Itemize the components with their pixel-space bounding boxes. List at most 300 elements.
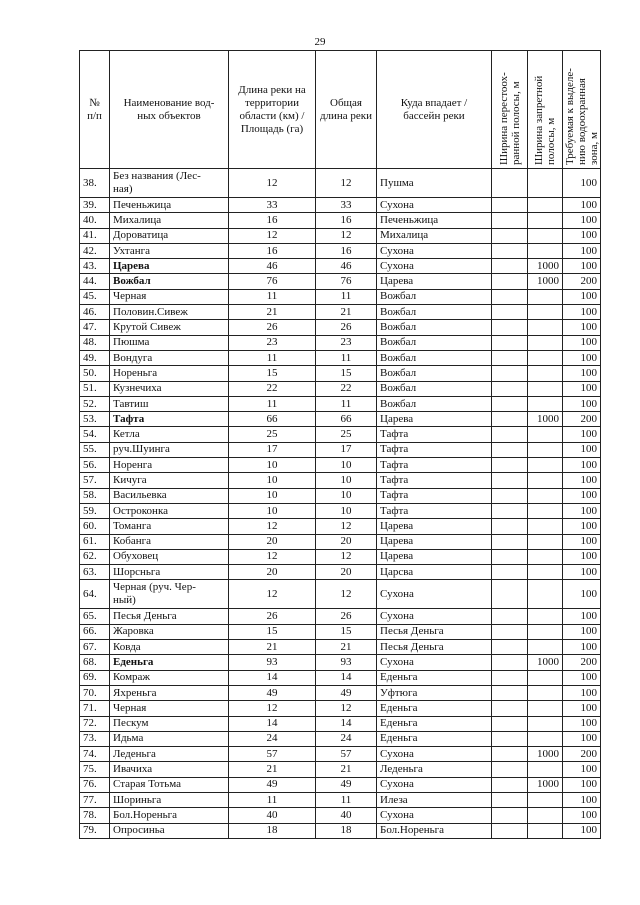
length-region: 12: [229, 228, 316, 243]
water-body-name: Пескум: [110, 716, 229, 731]
row-number: 71.: [80, 701, 110, 716]
buffer-strip-width: [492, 549, 528, 564]
protection-zone-width: 100: [563, 792, 601, 807]
length-total: 93: [316, 655, 377, 670]
table-row: [80, 624, 601, 639]
row-number: 44.: [80, 274, 110, 289]
restricted-strip-width: [528, 289, 563, 304]
protection-zone-width: 100: [563, 580, 601, 609]
length-region: 23: [229, 335, 316, 350]
flows-into: Еденьга: [377, 731, 492, 746]
protection-zone-width: 100: [563, 701, 601, 716]
buffer-strip-width: [492, 381, 528, 396]
restricted-strip-width: [528, 549, 563, 564]
restricted-strip-width: [528, 624, 563, 639]
length-total: 76: [316, 274, 377, 289]
buffer-strip-width: [492, 243, 528, 258]
row-number: 54.: [80, 427, 110, 442]
table-row: [80, 442, 601, 457]
water-body-name: Черная: [110, 701, 229, 716]
flows-into: Еденьга: [377, 701, 492, 716]
water-body-name: Тавтиш: [110, 396, 229, 411]
water-body-name: Жаровка: [110, 624, 229, 639]
water-body-name: Ковда: [110, 640, 229, 655]
row-number: 42.: [80, 243, 110, 258]
buffer-strip-width: [492, 213, 528, 228]
buffer-strip-width: [492, 685, 528, 700]
restricted-strip-width: [528, 228, 563, 243]
water-body-name: Норенга: [110, 458, 229, 473]
restricted-strip-width: [528, 685, 563, 700]
flows-into: Сухона: [377, 243, 492, 258]
table-row: [80, 366, 601, 381]
table-row: [80, 458, 601, 473]
length-region: 10: [229, 503, 316, 518]
flows-into: Сухона: [377, 777, 492, 792]
row-number: 66.: [80, 624, 110, 639]
protection-zone-width: 100: [563, 549, 601, 564]
length-total: 21: [316, 305, 377, 320]
water-body-name: Кичуга: [110, 473, 229, 488]
restricted-strip-width: [528, 213, 563, 228]
length-total: 46: [316, 259, 377, 274]
length-total: 21: [316, 640, 377, 655]
row-number: 63.: [80, 565, 110, 580]
row-number: 70.: [80, 685, 110, 700]
table-row: [80, 792, 601, 807]
length-region: 57: [229, 747, 316, 762]
protection-zone-width: 100: [563, 503, 601, 518]
restricted-strip-width: [528, 350, 563, 365]
restricted-strip-width: [528, 609, 563, 624]
length-total: 12: [316, 701, 377, 716]
row-number: 73.: [80, 731, 110, 746]
restricted-strip-width: [528, 488, 563, 503]
protection-zone-width: 100: [563, 169, 601, 198]
length-region: 18: [229, 823, 316, 838]
table-row: [80, 747, 601, 762]
protection-zone-width: 100: [563, 670, 601, 685]
buffer-strip-width: [492, 305, 528, 320]
length-total: 10: [316, 473, 377, 488]
row-number: 53.: [80, 412, 110, 427]
table-row: [80, 335, 601, 350]
length-region: 10: [229, 473, 316, 488]
flows-into: Уфтюга: [377, 685, 492, 700]
restricted-strip-width: [528, 381, 563, 396]
water-body-name: Опросиньа: [110, 823, 229, 838]
flows-into: Вожбал: [377, 320, 492, 335]
table-row: [80, 274, 601, 289]
length-region: 40: [229, 808, 316, 823]
length-region: 11: [229, 350, 316, 365]
protection-zone-width: 200: [563, 412, 601, 427]
restricted-strip-width: [528, 670, 563, 685]
water-body-name: Яхреньга: [110, 685, 229, 700]
water-body-name: Кобанга: [110, 534, 229, 549]
flows-into: Печеньжица: [377, 213, 492, 228]
length-region: 10: [229, 458, 316, 473]
table-row: [80, 685, 601, 700]
table-row: [80, 534, 601, 549]
flows-into: Сухона: [377, 808, 492, 823]
protection-zone-width: 200: [563, 274, 601, 289]
row-number: 38.: [80, 169, 110, 198]
restricted-strip-width: 1000: [528, 259, 563, 274]
length-total: 66: [316, 412, 377, 427]
flows-into: Царева: [377, 412, 492, 427]
length-total: 14: [316, 670, 377, 685]
row-number: 68.: [80, 655, 110, 670]
length-region: 26: [229, 609, 316, 624]
flows-into: Сухона: [377, 747, 492, 762]
buffer-strip-width: [492, 335, 528, 350]
table-header-row: [80, 51, 601, 169]
length-total: 22: [316, 381, 377, 396]
length-total: 16: [316, 243, 377, 258]
row-number: 55.: [80, 442, 110, 457]
water-body-name: Царева: [110, 259, 229, 274]
protection-zone-width: 100: [563, 259, 601, 274]
protection-zone-width: 100: [563, 427, 601, 442]
restricted-strip-width: [528, 823, 563, 838]
protection-zone-width: 100: [563, 396, 601, 411]
water-body-name: Шорсньга: [110, 565, 229, 580]
buffer-strip-width: [492, 488, 528, 503]
protection-zone-width: 100: [563, 640, 601, 655]
buffer-strip-width: [492, 442, 528, 457]
row-number: 40.: [80, 213, 110, 228]
table-row: [80, 716, 601, 731]
protection-zone-width: 100: [563, 289, 601, 304]
row-number: 65.: [80, 609, 110, 624]
protection-zone-width: 100: [563, 808, 601, 823]
table-row: [80, 427, 601, 442]
water-body-name: Томанга: [110, 519, 229, 534]
row-number: 77.: [80, 792, 110, 807]
buffer-strip-width: [492, 747, 528, 762]
protection-zone-width: 100: [563, 565, 601, 580]
water-body-name: Ивачиха: [110, 762, 229, 777]
protection-zone-width: 100: [563, 381, 601, 396]
water-body-name: Леденьга: [110, 747, 229, 762]
table-row: [80, 609, 601, 624]
water-body-name: руч.Шуинга: [110, 442, 229, 457]
length-region: 76: [229, 274, 316, 289]
buffer-strip-width: [492, 565, 528, 580]
water-body-name: Крутой Сивеж: [110, 320, 229, 335]
length-total: 16: [316, 213, 377, 228]
flows-into: Пушма: [377, 169, 492, 198]
length-region: 14: [229, 716, 316, 731]
protection-zone-width: 100: [563, 320, 601, 335]
restricted-strip-width: [528, 808, 563, 823]
length-region: 12: [229, 169, 316, 198]
flows-into: Вожбал: [377, 289, 492, 304]
length-total: 20: [316, 565, 377, 580]
length-total: 12: [316, 228, 377, 243]
table-row: [80, 655, 601, 670]
water-bodies-table: [79, 50, 601, 839]
flows-into: Сухона: [377, 198, 492, 213]
table-row: [80, 289, 601, 304]
buffer-strip-width: [492, 366, 528, 381]
row-number: 57.: [80, 473, 110, 488]
buffer-strip-width: [492, 169, 528, 198]
buffer-strip-width: [492, 609, 528, 624]
row-number: 48.: [80, 335, 110, 350]
buffer-strip-width: [492, 289, 528, 304]
protection-zone-width: 100: [563, 458, 601, 473]
restricted-strip-width: 1000: [528, 274, 563, 289]
table-row: [80, 565, 601, 580]
flows-into: Вожбал: [377, 381, 492, 396]
length-region: 66: [229, 412, 316, 427]
flows-into: Сухона: [377, 580, 492, 609]
water-body-name: Комраж: [110, 670, 229, 685]
restricted-strip-width: [528, 396, 563, 411]
buffer-strip-width: [492, 777, 528, 792]
restricted-strip-width: [528, 565, 563, 580]
header-restricted-strip: Ширина запретной полосы, м: [528, 51, 563, 169]
header-buffer-strip: Ширина перестоох- ранной полосы, м: [492, 51, 528, 169]
header-flows-into: Куда впадает / бассейн реки: [377, 51, 492, 169]
table-row: [80, 350, 601, 365]
water-body-name: Черная: [110, 289, 229, 304]
protection-zone-width: 100: [563, 305, 601, 320]
table-row: [80, 808, 601, 823]
protection-zone-width: 100: [563, 350, 601, 365]
protection-zone-width: 100: [563, 243, 601, 258]
protection-zone-width: 100: [563, 335, 601, 350]
flows-into: Царева: [377, 549, 492, 564]
buffer-strip-width: [492, 259, 528, 274]
table-row: [80, 381, 601, 396]
length-total: 57: [316, 747, 377, 762]
table-row: [80, 305, 601, 320]
protection-zone-width: 100: [563, 519, 601, 534]
flows-into: Еденьга: [377, 670, 492, 685]
table-row: [80, 259, 601, 274]
buffer-strip-width: [492, 808, 528, 823]
length-total: 12: [316, 169, 377, 198]
restricted-strip-width: [528, 169, 563, 198]
length-region: 11: [229, 792, 316, 807]
length-total: 40: [316, 808, 377, 823]
protection-zone-width: 100: [563, 473, 601, 488]
table-row: [80, 519, 601, 534]
restricted-strip-width: [528, 473, 563, 488]
protection-zone-width: 100: [563, 442, 601, 457]
water-body-name: Вожбал: [110, 274, 229, 289]
row-number: 45.: [80, 289, 110, 304]
restricted-strip-width: [528, 198, 563, 213]
length-total: 10: [316, 503, 377, 518]
restricted-strip-width: [528, 366, 563, 381]
buffer-strip-width: [492, 670, 528, 685]
flows-into: Тафта: [377, 488, 492, 503]
length-region: 10: [229, 488, 316, 503]
restricted-strip-width: [528, 305, 563, 320]
table-row: [80, 198, 601, 213]
restricted-strip-width: [528, 716, 563, 731]
buffer-strip-width: [492, 350, 528, 365]
row-number: 74.: [80, 747, 110, 762]
flows-into: Песья Деньга: [377, 640, 492, 655]
length-total: 26: [316, 609, 377, 624]
restricted-strip-width: [528, 243, 563, 258]
water-body-name: Васильевка: [110, 488, 229, 503]
protection-zone-width: 100: [563, 198, 601, 213]
protection-zone-width: 100: [563, 777, 601, 792]
flows-into: Царсва: [377, 565, 492, 580]
flows-into: Тафта: [377, 473, 492, 488]
table-row: [80, 243, 601, 258]
length-total: 18: [316, 823, 377, 838]
restricted-strip-width: [528, 731, 563, 746]
flows-into: Царева: [377, 274, 492, 289]
length-total: 11: [316, 792, 377, 807]
protection-zone-width: 100: [563, 534, 601, 549]
buffer-strip-width: [492, 228, 528, 243]
length-total: 14: [316, 716, 377, 731]
flows-into: Вожбал: [377, 350, 492, 365]
flows-into: Вожбал: [377, 305, 492, 320]
row-number: 50.: [80, 366, 110, 381]
row-number: 69.: [80, 670, 110, 685]
length-total: 24: [316, 731, 377, 746]
length-total: 12: [316, 549, 377, 564]
buffer-strip-width: [492, 580, 528, 609]
water-body-name: Печеньжица: [110, 198, 229, 213]
table-row: [80, 823, 601, 838]
length-region: 15: [229, 624, 316, 639]
length-region: 15: [229, 366, 316, 381]
length-total: 11: [316, 289, 377, 304]
flows-into: Сухона: [377, 609, 492, 624]
flows-into: Бол.Нореньга: [377, 823, 492, 838]
row-number: 52.: [80, 396, 110, 411]
buffer-strip-width: [492, 640, 528, 655]
row-number: 62.: [80, 549, 110, 564]
row-number: 60.: [80, 519, 110, 534]
length-region: 12: [229, 701, 316, 716]
length-total: 12: [316, 580, 377, 609]
protection-zone-width: 100: [563, 624, 601, 639]
water-body-name: Пюшма: [110, 335, 229, 350]
buffer-strip-width: [492, 320, 528, 335]
buffer-strip-width: [492, 792, 528, 807]
length-region: 21: [229, 640, 316, 655]
protection-zone-width: 100: [563, 823, 601, 838]
length-region: 20: [229, 565, 316, 580]
flows-into: Песья Деньга: [377, 624, 492, 639]
flows-into: Тафта: [377, 503, 492, 518]
buffer-strip-width: [492, 534, 528, 549]
table-row: [80, 762, 601, 777]
flows-into: Вожбал: [377, 366, 492, 381]
table-row: [80, 580, 601, 609]
length-total: 20: [316, 534, 377, 549]
buffer-strip-width: [492, 412, 528, 427]
table-row: [80, 503, 601, 518]
length-region: 12: [229, 549, 316, 564]
water-body-name: Без названия (Лес- ная): [110, 169, 229, 198]
protection-zone-width: 100: [563, 213, 601, 228]
table-row: [80, 701, 601, 716]
restricted-strip-width: [528, 762, 563, 777]
water-body-name: Черная (руч. Чер- ный): [110, 580, 229, 609]
row-number: 67.: [80, 640, 110, 655]
length-region: 17: [229, 442, 316, 457]
table-row: [80, 396, 601, 411]
protection-zone-width: 200: [563, 747, 601, 762]
row-number: 75.: [80, 762, 110, 777]
length-total: 25: [316, 427, 377, 442]
table-row: [80, 320, 601, 335]
length-total: 17: [316, 442, 377, 457]
length-total: 21: [316, 762, 377, 777]
length-region: 33: [229, 198, 316, 213]
length-total: 23: [316, 335, 377, 350]
protection-zone-width: 100: [563, 488, 601, 503]
row-number: 47.: [80, 320, 110, 335]
length-region: 49: [229, 777, 316, 792]
restricted-strip-width: [528, 792, 563, 807]
restricted-strip-width: [528, 701, 563, 716]
row-number: 41.: [80, 228, 110, 243]
water-body-name: Михалица: [110, 213, 229, 228]
table-row: [80, 640, 601, 655]
row-number: 78.: [80, 808, 110, 823]
table-row: [80, 412, 601, 427]
length-region: 21: [229, 305, 316, 320]
protection-zone-width: 100: [563, 366, 601, 381]
length-total: 49: [316, 685, 377, 700]
table-row: [80, 549, 601, 564]
row-number: 64.: [80, 580, 110, 609]
length-total: 15: [316, 366, 377, 381]
buffer-strip-width: [492, 396, 528, 411]
buffer-strip-width: [492, 655, 528, 670]
table-row: [80, 670, 601, 685]
table-row: [80, 228, 601, 243]
row-number: 49.: [80, 350, 110, 365]
protection-zone-width: 100: [563, 685, 601, 700]
water-body-name: Идьма: [110, 731, 229, 746]
flows-into: Михалица: [377, 228, 492, 243]
length-region: 12: [229, 580, 316, 609]
flows-into: Царева: [377, 519, 492, 534]
protection-zone-width: 100: [563, 731, 601, 746]
length-total: 33: [316, 198, 377, 213]
water-body-name: Половин.Сивеж: [110, 305, 229, 320]
length-total: 10: [316, 488, 377, 503]
buffer-strip-width: [492, 701, 528, 716]
row-number: 51.: [80, 381, 110, 396]
protection-zone-width: 100: [563, 228, 601, 243]
length-total: 11: [316, 350, 377, 365]
header-protection-zone: Требуемая к выделе- нию водоохранная зона, м: [563, 51, 601, 169]
row-number: 43.: [80, 259, 110, 274]
row-number: 56.: [80, 458, 110, 473]
buffer-strip-width: [492, 762, 528, 777]
water-body-name: Бол.Нореньга: [110, 808, 229, 823]
water-body-name: Дороватица: [110, 228, 229, 243]
table-row: [80, 488, 601, 503]
length-region: 14: [229, 670, 316, 685]
buffer-strip-width: [492, 458, 528, 473]
